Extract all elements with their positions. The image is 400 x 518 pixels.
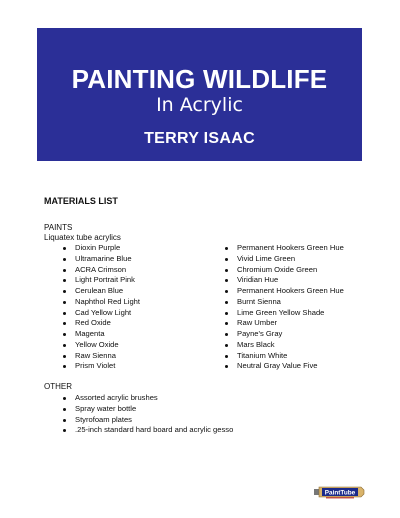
list-item: Spray water bottle — [60, 404, 233, 415]
list-item: Naphthol Red Light — [60, 297, 140, 308]
other-list — [60, 393, 233, 436]
list-item: Lime Green Yellow Shade — [222, 308, 344, 319]
author-name: TERRY ISAAC — [144, 130, 255, 147]
logo-text: PaintTube — [324, 489, 356, 497]
list-item: Yellow Oxide — [60, 340, 140, 351]
list-item: Permanent Hookers Green Hue — [222, 286, 344, 297]
list-item: Raw Umber — [222, 318, 344, 329]
list-item: Light Portrait Pink — [60, 275, 140, 286]
book-title: PAINTING WILDLIFE — [71, 64, 328, 94]
list-item: Burnt Sienna — [222, 297, 344, 308]
other-label: OTHER — [44, 382, 72, 391]
paints-intro: Liquatex tube acrylics — [44, 233, 121, 242]
list-item: Magenta — [60, 329, 140, 340]
book-subtitle: In Acrylic — [156, 94, 243, 116]
paint-tube-logo — [314, 482, 366, 502]
list-item: Mars Black — [222, 340, 344, 351]
materials-heading: MATERIALS LIST — [44, 196, 118, 206]
paints-list-left — [60, 243, 140, 372]
list-item: Red Oxide — [60, 318, 140, 329]
list-item: Raw Sienna — [60, 351, 140, 362]
list-item: Vivid Lime Green — [222, 254, 344, 265]
title-banner — [37, 28, 362, 161]
list-item: Chromium Oxide Green — [222, 265, 344, 276]
list-item: .25-inch standard hard board and acrylic gesso — [60, 425, 233, 436]
list-item: Cerulean Blue — [60, 286, 140, 297]
list-item: Payne's Gray — [222, 329, 344, 340]
list-item: Titanium White — [222, 351, 344, 362]
list-item: Viridian Hue — [222, 275, 344, 286]
paints-list-right — [222, 243, 344, 372]
paints-label: PAINTS — [44, 223, 73, 232]
list-item: Assorted acrylic brushes — [60, 393, 233, 404]
list-item: Prism Violet — [60, 361, 140, 372]
paint-tube-logo-icon — [314, 482, 366, 502]
list-item: Ultramarine Blue — [60, 254, 140, 265]
list-item: Cad Yellow Light — [60, 308, 140, 319]
list-item: Styrofoam plates — [60, 415, 233, 426]
list-item: Permanent Hookers Green Hue — [222, 243, 344, 254]
list-item: Neutral Gray Value Five — [222, 361, 344, 372]
list-item: Dioxin Purple — [60, 243, 140, 254]
list-item: ACRA Crimson — [60, 265, 140, 276]
